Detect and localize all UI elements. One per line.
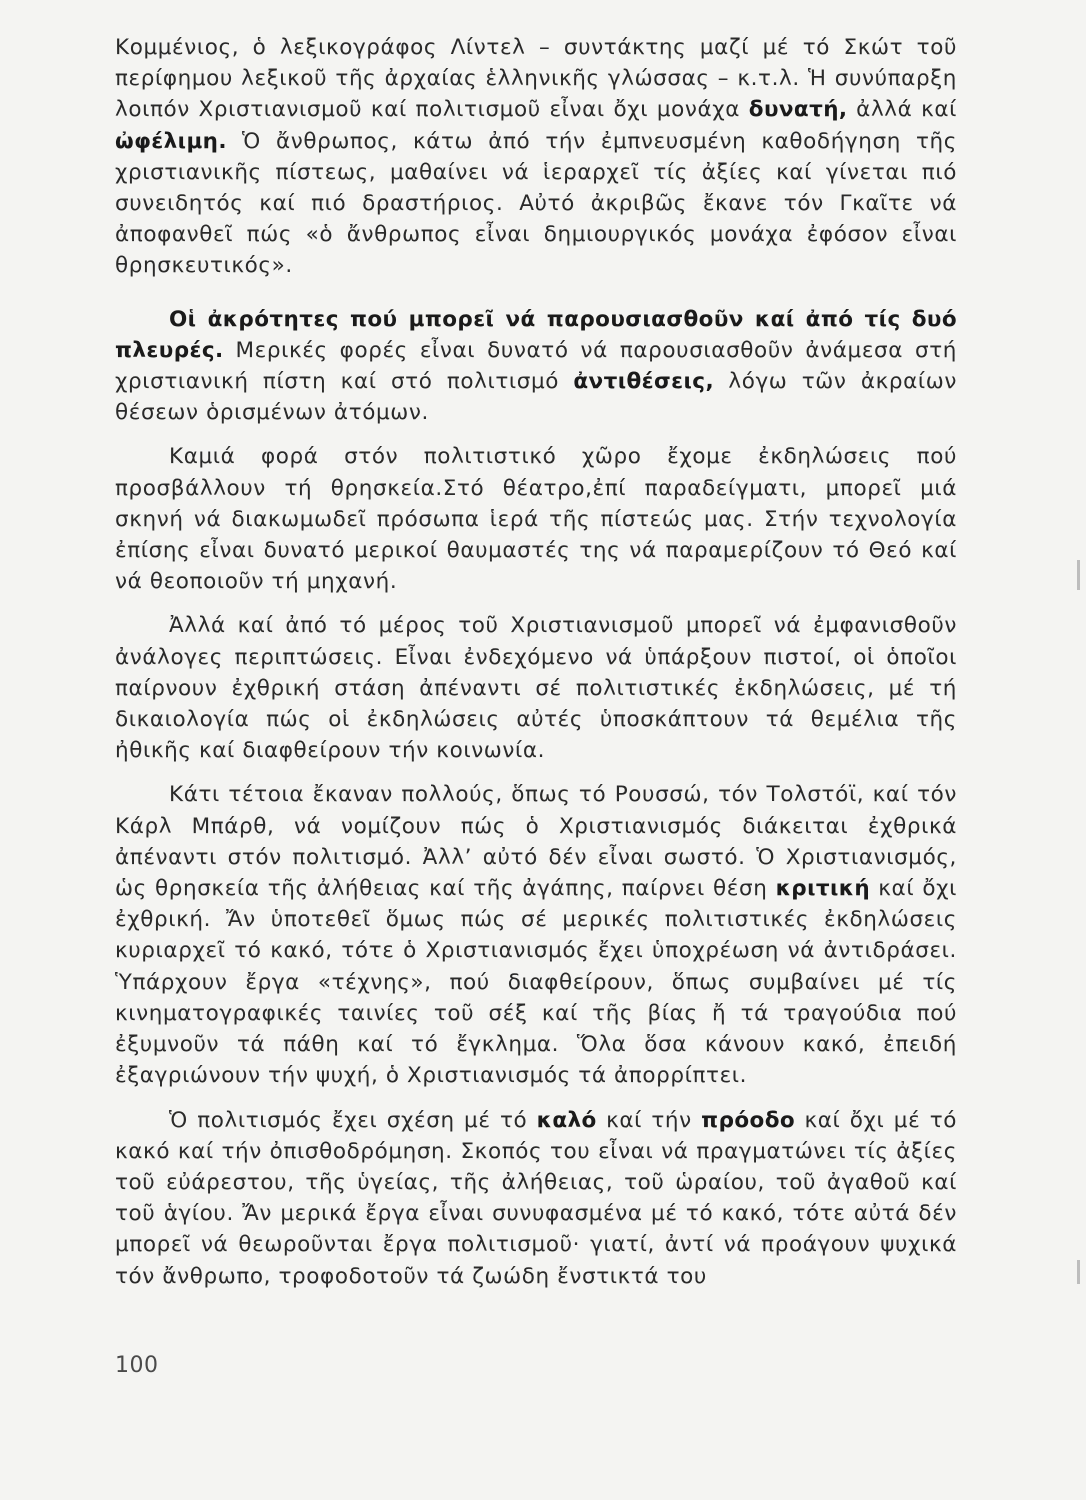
text-run: Ἀλλά καί ἀπό τό μέρος τοῦ Χριστιανισμοῦ μπορεῖ νά ἐμφανισθοῦν ἀνάλογες περιπτώσεις. Εἶναι ἐνδεχόμενο νά ὑπάρξουν πιστοί, οἱ ὁποῖοι παίρνουν ἐχθρική στάση ἀπέναντι σέ πολιτιστικές ἐκδηλώσεις, μέ τή δικαιολογία πώς οἱ ἐκδηλώσεις αὐτές ὑποσκάπτουν τά θεμέλια τῆς ἠθικῆς καί διαφθείρουν τήν κοινωνία. bbox=[115, 613, 957, 764]
body-text bbox=[115, 32, 957, 1305]
paragraph-3 bbox=[115, 441, 957, 597]
scan-edge-mark bbox=[1077, 560, 1080, 590]
bold-phrase: κριτική bbox=[775, 876, 871, 902]
bold-phrase: πρόοδο bbox=[701, 1107, 796, 1133]
paragraph-4 bbox=[115, 610, 957, 766]
bold-phrase: ὠφέλιμη. bbox=[115, 128, 227, 154]
text-run: Ἡ συνύπαρξη λοιπόν Χριστιανισμοῦ καί πολιτισμοῦ εἶναι ὄχι μονάχα bbox=[115, 66, 958, 123]
text-run: Ὁ πολιτισμός ἔχει σχέση μέ τό bbox=[169, 1107, 537, 1133]
bold-phrase: ἀντιθέσεις, bbox=[573, 369, 715, 395]
paragraph-2 bbox=[115, 304, 957, 429]
text-run: Κομμένιος, ὁ λεξικογράφος Λίντελ – συντάκτης μαζί μέ τό Σκώτ τοῦ περίφημου λεξικοῦ τῆς ἀρχαίας ἑλληνικῆς γλώσσας – κ.τ.λ. bbox=[115, 35, 957, 92]
text-run: Μερικές φορές εἶναι δυνατό νά παρουσιασθοῦν ἀνάμεσα στή χριστιανική πίστη καί στό πολιτισμό bbox=[115, 337, 957, 395]
bold-phrase: καλό bbox=[536, 1107, 597, 1133]
text-run: καί ὄχι ἐχθρική. Ἄν ὑποτεθεῖ ὅμως πώς σέ μερικές πολιτιστικές ἐκδηλώσεις κυριαρχεῖ τό κακό, τότε ὁ Χριστιανισμός ἔχει ὑποχρέωση νά ἀντιδράσει. Ὑπάρχουν ἔργα «τέχνης», πού διαφθείρουν, ὅπως συμβαίνει μέ τίς κινηματογραφικές ταινίες τοῦ σέξ καί τῆς βίας ἤ τά τραγούδια πού ἐξυμνοῦν τά πάθη καί τό ἔγκλημα. Ὅλα ὅσα κάνουν κακό, ἐπειδή ἐξαγριώνουν τήν ψυχή, ὁ Χριστιανισμός τά ἀπορρίπτει. bbox=[115, 876, 957, 1089]
text-run: Ὁ ἄνθρωπος, κάτω ἀπό τήν ἐμπνευσμένη καθοδήγηση τῆς χριστιανικῆς πίστεως, μαθαίνει νά ἱεραρχεῖ τίς ἀξίες καί γίνεται πιό συνειδητός καί πιό δραστήριος. Αὐτό ἀκριβῶς ἔκανε τόν Γκαῖτε νά ἀποφανθεῖ πώς «ὁ ἄνθρωπος εἶναι δημιουργικός μονάχα ἐφόσον εἶναι θρησκευτικός». bbox=[115, 128, 957, 279]
text-run: ἀλλά καί bbox=[847, 97, 957, 123]
text-run: Κάτι τέτοια ἔκαναν πολλούς, ὅπως τό Ρουσσώ, τόν Τολστόϊ, καί τόν Κάρλ Μπάρθ, νά νομίζουν πώς ὁ Χριστιανισμός διάκειται ἐχθρικά ἀπέναντι στόν πολιτισμό. Ἀλλ’ αὐτό δέν εἶναι σωστό. Ὁ Χριστιανισμός, ὡς θρησκεία τῆς ἀλήθειας καί τῆς ἀγάπης, παίρνει θέση bbox=[115, 782, 957, 902]
scan-edge-mark bbox=[1077, 1260, 1080, 1284]
paragraph-5 bbox=[115, 779, 957, 1091]
text-run: λόγω τῶν ἀκραίων θέσεων ὁρισμένων ἀτόμων. bbox=[115, 369, 957, 426]
paragraph-1 bbox=[115, 32, 957, 282]
page-number: 100 bbox=[115, 1353, 159, 1378]
paragraph-6 bbox=[115, 1105, 957, 1292]
bold-phrase: δυνατή, bbox=[748, 97, 848, 123]
bold-phrase: Οἱ ἀκρότητες πού μπορεῖ νά παρουσιασθοῦν καί ἀπό τίς δυό πλευρές. bbox=[115, 306, 957, 363]
text-run: καί ὄχι μέ τό κακό καί τήν ὀπισθοδρόμηση. Σκοπός του εἶναι νά πραγματώνει τίς ἀξίες τοῦ εὐάρεστου, τῆς ὑγείας, τῆς ἀλήθειας, τοῦ ὡραίου, τοῦ ἀγαθοῦ καί τοῦ ἁγίου. Ἄν μερικά ἔργα εἶναι συνυφασμένα μέ τό κακό, τότε αὐτά δέν μπορεῖ νά θεωροῦνται ἔργα πολιτισμοῦ· γιατί, ἀντί νά προάγουν ψυχικά τόν ἄνθρωπο, τροφοδοτοῦν τά ζωώδη ἔνστικτά του bbox=[115, 1107, 958, 1289]
text-run: Καμιά φορά στόν πολιτιστικό χῶρο ἔχομε ἐκδηλώσεις πού προσβάλλουν τή θρησκεία.Στό θέατρο,ἐπί παραδείγματι, μπορεῖ μιά σκηνή νά διακωμωδεῖ πρόσωπα ἱερά τῆς πίστεώς μας. Στήν τεχνολογία ἐπίσης εἶναι δυνατό μερικοί θαυμαστές της νά παραμερίζουν τό Θεό καί νά θεοποιοῦν τή μηχανή. bbox=[115, 444, 957, 595]
text-run: καί τήν bbox=[596, 1107, 702, 1133]
